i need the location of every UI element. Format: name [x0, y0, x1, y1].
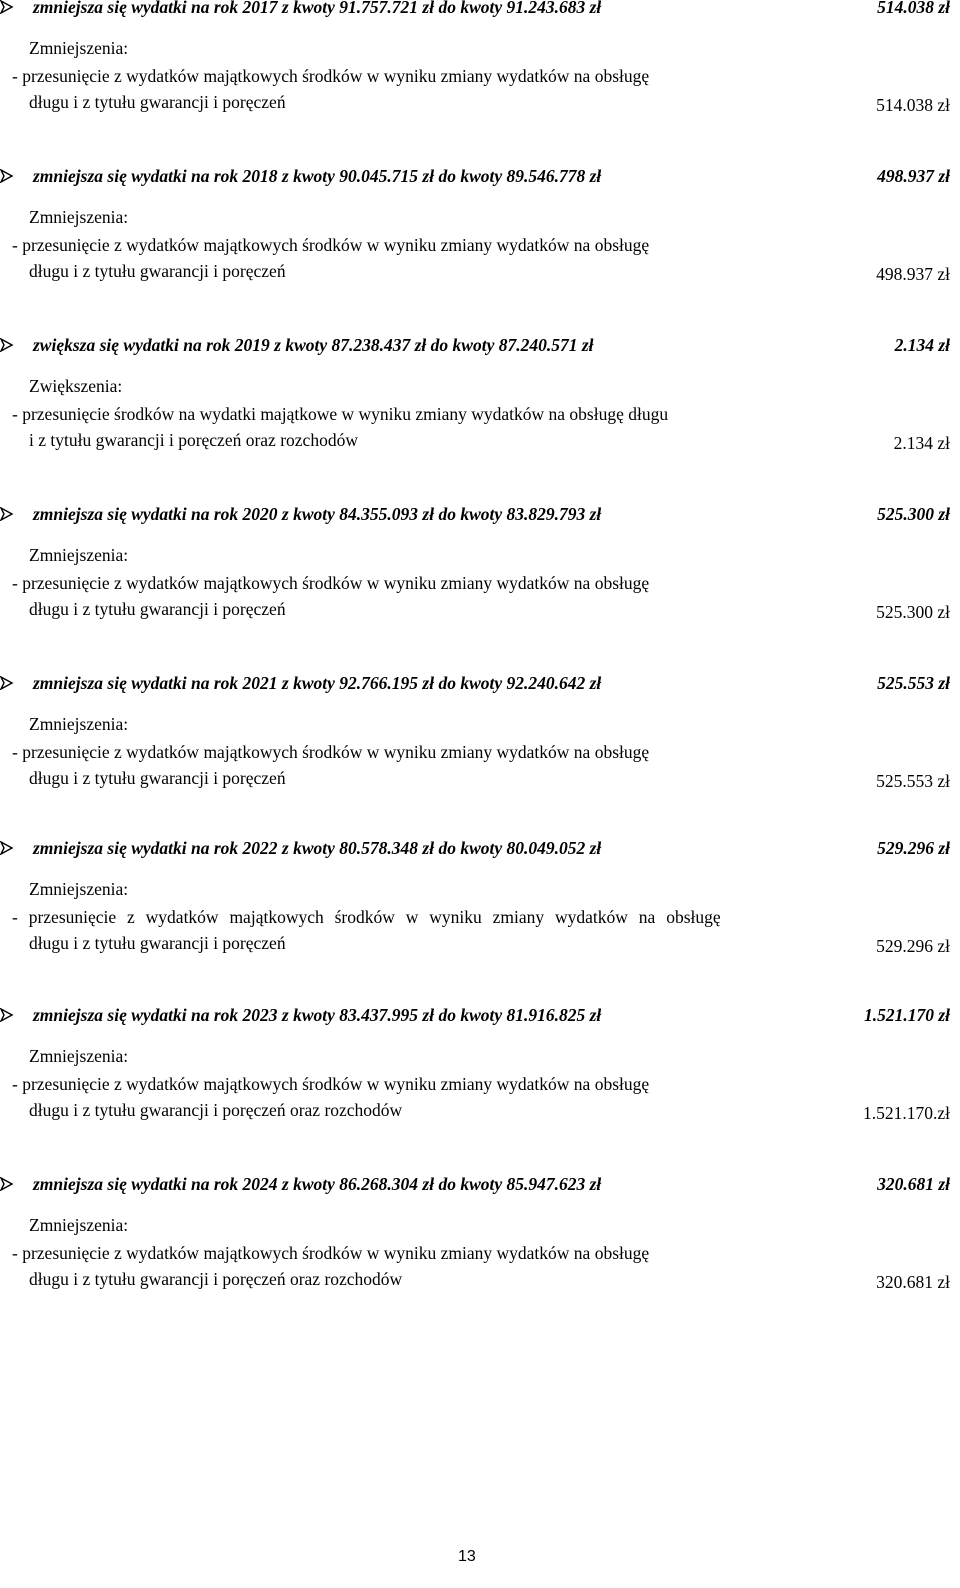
budget-entry-2019	[0, 335, 960, 488]
entry-amount: 2.134 zł	[893, 433, 950, 453]
entry-description-line2: długu i z tytułu gwarancji i poręczeń	[29, 768, 286, 788]
entry-amount: 525.553 zł	[876, 771, 950, 791]
entry-heading-amount: 529.296 zł	[877, 838, 950, 858]
entry-description-line2: długu i z tytułu gwarancji i poręczeń oraz rozchodów	[29, 1269, 403, 1289]
entry-heading-amount: 498.937 zł	[877, 166, 950, 186]
entry-heading: zmniejsza się wydatki na rok 2021 z kwoty 92.766.195 zł do kwoty 92.240.642 zł	[33, 673, 602, 693]
entry-heading-amount: 1.521.170 zł	[863, 1005, 950, 1025]
budget-entry-2017	[0, 0, 960, 150]
entry-sub-label: Zmniejszenia:	[29, 207, 129, 227]
entry-heading: zwiększa się wydatki na rok 2019 z kwoty 87.238.437 zł do kwoty 87.240.571 zł	[33, 335, 594, 355]
entry-amount: 498.937 zł	[876, 264, 950, 284]
entry-description-line1: - przesunięcie z wydatków majątkowych środków w wyniku zmiany wydatków na obsługę	[12, 1074, 650, 1094]
arrow-bullet-icon	[0, 0, 14, 14]
entry-description-line1: - przesunięcie z wydatków majątkowych środków w wyniku zmiany wydatków na obsługę	[12, 66, 650, 86]
budget-entry-2020	[0, 504, 960, 657]
arrow-bullet-icon	[0, 841, 14, 855]
budget-entry-2023	[0, 1005, 960, 1158]
entry-amount: 525.300 zł	[876, 602, 950, 622]
entry-heading-amount: 320.681 zł	[877, 1174, 950, 1194]
entry-sub-label: Zmniejszenia:	[29, 545, 129, 565]
entry-sub-label: Zmniejszenia:	[29, 714, 129, 734]
entry-heading: zmniejsza się wydatki na rok 2023 z kwoty 83.437.995 zł do kwoty 81.916.825 zł	[33, 1005, 602, 1025]
entry-sub-label: Zmniejszenia:	[29, 1046, 129, 1066]
budget-entry-2021	[0, 673, 960, 826]
entry-description-line1: - przesunięcie z wydatków majątkowych środków w wyniku zmiany wydatków na obsługę	[12, 907, 721, 927]
entry-sub-label: Zwiększenia:	[29, 376, 123, 396]
entry-description-line2: długu i z tytułu gwarancji i poręczeń oraz rozchodów	[29, 1100, 403, 1120]
entry-heading-amount: 2.134 zł	[894, 335, 950, 355]
arrow-bullet-icon	[0, 338, 14, 352]
entry-description-line2: długu i z tytułu gwarancji i poręczeń	[29, 92, 286, 112]
arrow-bullet-icon	[0, 169, 14, 183]
entry-sub-label: Zmniejszenia:	[29, 879, 129, 899]
entry-heading: zmniejsza się wydatki na rok 2018 z kwoty 90.045.715 zł do kwoty 89.546.778 zł	[33, 166, 602, 186]
entry-description-line1: - przesunięcie środków na wydatki majątkowe w wyniku zmiany wydatków na obsługę długu	[12, 404, 669, 424]
entry-sub-label: Zmniejszenia:	[29, 38, 129, 58]
budget-entry-2024	[0, 1174, 960, 1327]
entry-heading: zmniejsza się wydatki na rok 2022 z kwoty 80.578.348 zł do kwoty 80.049.052 zł	[33, 838, 602, 858]
arrow-bullet-icon	[0, 1177, 14, 1191]
entry-description-line1: - przesunięcie z wydatków majątkowych środków w wyniku zmiany wydatków na obsługę	[12, 573, 650, 593]
entry-description-line1: - przesunięcie z wydatków majątkowych środków w wyniku zmiany wydatków na obsługę	[12, 235, 650, 255]
entry-description-line2: długu i z tytułu gwarancji i poręczeń	[29, 599, 286, 619]
entry-amount: 529.296 zł	[876, 936, 950, 956]
arrow-bullet-icon	[0, 1008, 14, 1022]
entry-description-line2: i z tytułu gwarancji i poręczeń oraz rozchodów	[29, 430, 358, 450]
entry-description-line1: - przesunięcie z wydatków majątkowych środków w wyniku zmiany wydatków na obsługę	[12, 1243, 650, 1263]
entry-description-line2: długu i z tytułu gwarancji i poręczeń	[29, 261, 286, 281]
entry-heading: zmniejsza się wydatki na rok 2017 z kwoty 91.757.721 zł do kwoty 91.243.683 zł	[33, 0, 602, 17]
entry-heading-amount: 525.300 zł	[877, 504, 950, 524]
arrow-bullet-icon	[0, 507, 14, 521]
budget-entry-2018	[0, 166, 960, 319]
arrow-bullet-icon	[0, 676, 14, 690]
entry-heading-amount: 525.553 zł	[877, 673, 950, 693]
entry-amount: 514.038 zł	[876, 95, 950, 115]
entry-amount: 1.521.170.zł	[862, 1103, 950, 1123]
entry-heading-amount: 514.038 zł	[877, 0, 950, 17]
entry-amount: 320.681 zł	[876, 1272, 950, 1292]
entry-heading: zmniejsza się wydatki na rok 2020 z kwoty 84.355.093 zł do kwoty 83.829.793 zł	[33, 504, 602, 524]
entry-heading: zmniejsza się wydatki na rok 2024 z kwoty 86.268.304 zł do kwoty 85.947.623 zł	[33, 1174, 602, 1194]
entry-sub-label: Zmniejszenia:	[29, 1215, 129, 1235]
page-number: 13	[458, 1548, 476, 1565]
budget-entry-2022	[0, 838, 960, 991]
entry-description-line1: - przesunięcie z wydatków majątkowych środków w wyniku zmiany wydatków na obsługę	[12, 742, 650, 762]
entry-description-line2: długu i z tytułu gwarancji i poręczeń	[29, 933, 286, 953]
